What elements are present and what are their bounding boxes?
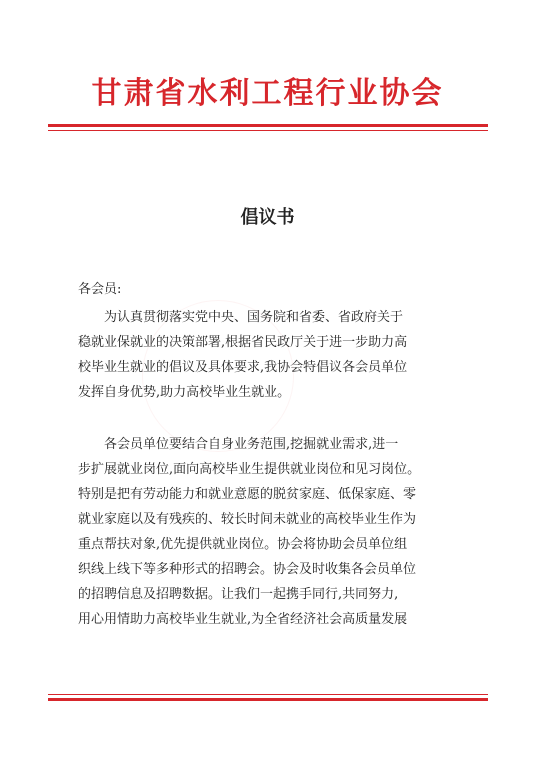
paragraph-line: 校毕业生就业的倡议及具体要求,我协会特倡议各会员单位 (78, 360, 408, 375)
salutation: 各会员: (78, 282, 122, 297)
paragraph-line: 织线上线下等多种形式的招聘会。协会及时收集各会员单位 (78, 562, 417, 577)
paragraph-line: 重点帮扶对象,优先提供就业岗位。协会将协助会员单位组 (78, 537, 408, 552)
paragraph-line: 为认真贯彻落实党中央、国务院和省委、省政府关于 (104, 310, 404, 325)
header-divider-thick (48, 124, 488, 127)
paragraph-line: 发挥自身优势,助力高校毕业生就业。 (78, 385, 291, 400)
paragraph-1 (78, 305, 458, 405)
paragraph-2 (78, 432, 458, 632)
footer-divider-thin (48, 694, 488, 695)
footer-divider-thick (48, 698, 488, 701)
paragraph-line: 用心用情助力高校毕业生就业,为全省经济社会高质量发展 (78, 612, 408, 627)
paragraph-line: 特别是把有劳动能力和就业意愿的脱贫家庭、低保家庭、零 (78, 487, 417, 502)
paragraph-line: 的招聘信息及招聘数据。让我们一起携手同行,共同努力, (78, 587, 399, 602)
paragraph-line: 步扩展就业岗位,面向高校毕业生提供就业岗位和见习岗位。 (78, 462, 421, 477)
paragraph-line: 稳就业保就业的决策部署,根据省民政厅关于进一步助力高 (78, 335, 408, 350)
organization-title: 甘肃省水利工程行业协会 (91, 76, 444, 111)
paragraph-line: 就业家庭以及有残疾的、较长时间未就业的高校毕业生作为 (78, 512, 417, 527)
document-title: 倡议书 (240, 207, 295, 228)
paragraph-line: 各会员单位要结合自身业务范围,挖掘就业需求,进一 (104, 437, 399, 452)
header-divider-thin (48, 130, 488, 131)
